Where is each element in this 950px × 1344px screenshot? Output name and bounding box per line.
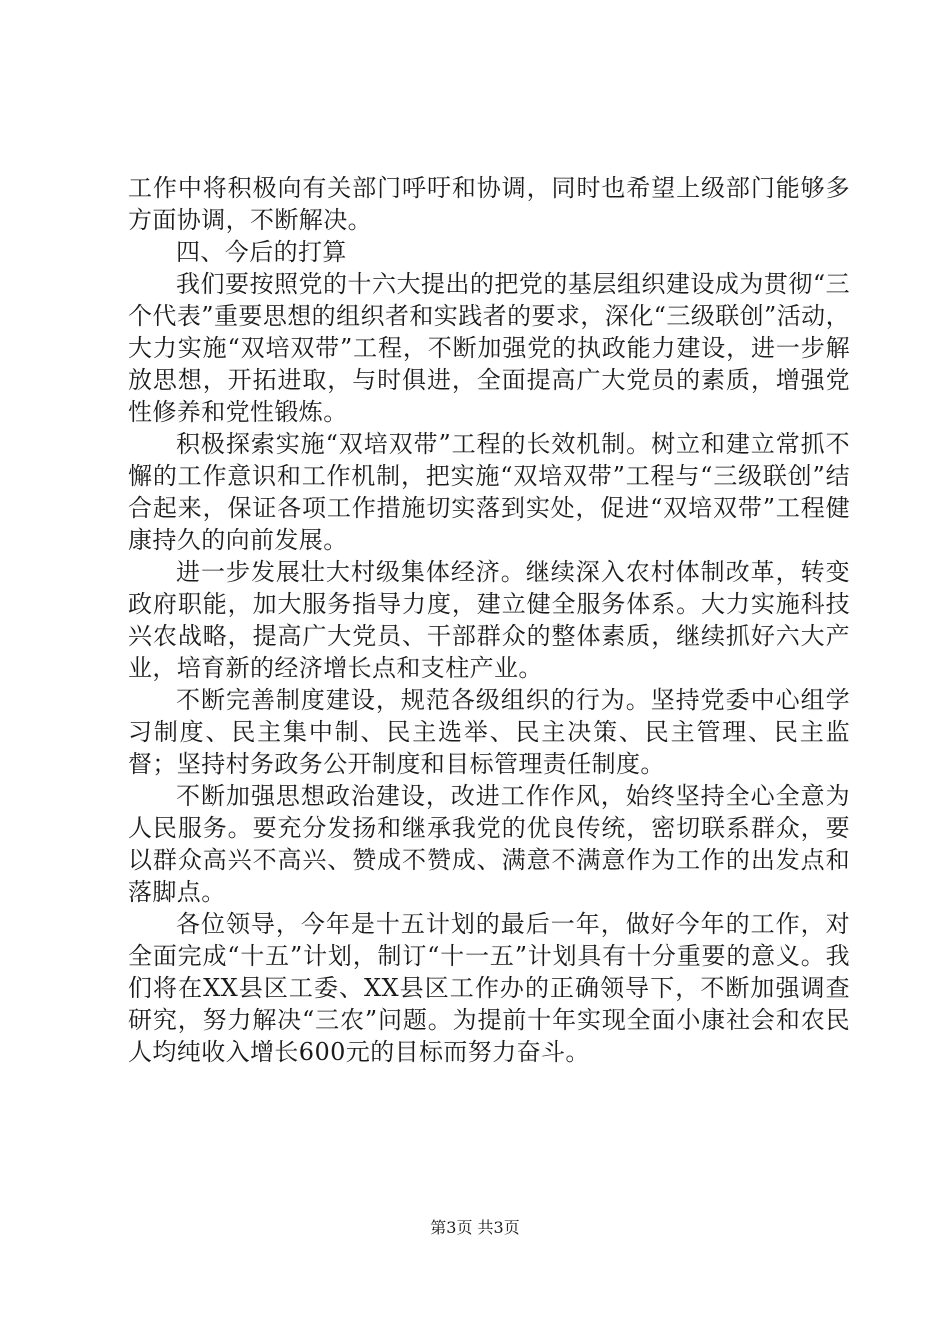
paragraph: 我们要按照党的十六大提出的把党的基层组织建设成为贯彻“三个代表”重要思想的组织者和实践者的要求，深化“三级联创”活动，大力实施“双培双带”工程，不断加强党的执政能力建设，进一步解放思想，开拓进取，与时俱进，全面提高广大党员的素质，增强党性修养和党性锻炼。 xyxy=(128,270,850,426)
paragraph: 进一步发展壮大村级集体经济。继续深入农村体制改革，转变政府职能，加大服务指导力度，建立健全服务体系。大力实施科技兴农战略，提高广大党员、干部群众的整体素质，继续抓好六大产业，培育新的经济增长点和支柱产业。 xyxy=(128,558,850,682)
paragraph: 不断完善制度建设，规范各级组织的行为。坚持党委中心组学习制度、民主集中制、民主选举、民主决策、民主管理、民主监督；坚持村务政务公开制度和目标管理责任制度。 xyxy=(128,686,850,778)
paragraph: 积极探索实施“双培双带”工程的长效机制。树立和建立常抓不懈的工作意识和工作机制，把实施“双培双带”工程与“三级联创”结合起来，保证各项工作措施切实落到实处，促进“双培双带”工程健康持久的向前发展。 xyxy=(128,430,850,554)
paragraph: 不断加强思想政治建设，改进工作作风，始终坚持全心全意为人民服务。要充分发扬和继承我党的优良传统，密切联系群众，要以群众高兴不高兴、赞成不赞成、满意不满意作为工作的出发点和落脚点。 xyxy=(128,782,850,906)
paragraph: 工作中将积极向有关部门呼吁和协调，同时也希望上级部门能够多方面协调，不断解决。 xyxy=(128,174,850,234)
section-heading: 四、今后的打算 xyxy=(176,238,347,266)
paragraph: 各位领导，今年是十五计划的最后一年，做好今年的工作，对全面完成“十五”计划，制订“十一五”计划具有十分重要的意义。我们将在XX县区工委、XX县区工作办的正确领导下，不断加强调查研究，努力解决“三农”问题。为提前十年实现全面小康社会和农民人均纯收入增长600元的目标而努力奋斗。 xyxy=(128,910,850,1066)
document-body xyxy=(128,172,850,1068)
page-footer: 第3页 共3页 xyxy=(430,1218,520,1237)
